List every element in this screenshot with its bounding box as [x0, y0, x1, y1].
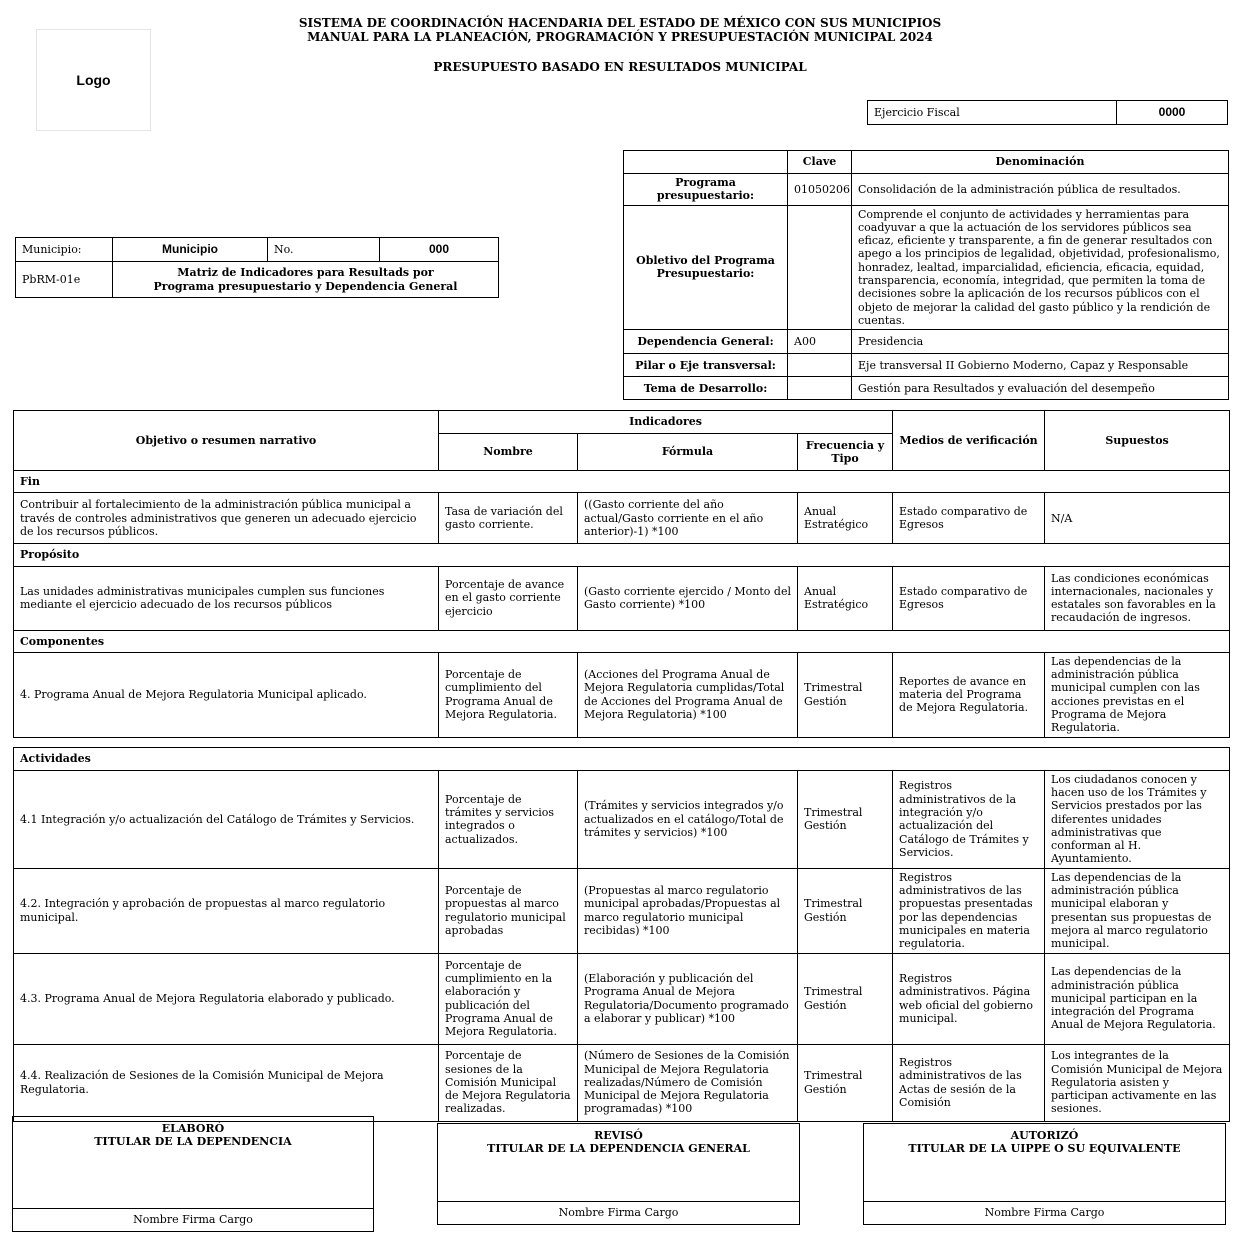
- table-row: [14, 1044, 1230, 1121]
- cell-frecuencia: Trimestral Gestión: [798, 1044, 893, 1121]
- header-medios: Medios de verificación: [893, 411, 1045, 471]
- signature-role: ELABORÓ: [161, 1122, 225, 1135]
- header-objetivo: Objetivo o resumen narrativo: [14, 411, 439, 471]
- header-indicadores: Indicadores: [439, 411, 893, 434]
- table-row: [14, 770, 1230, 868]
- program-row-clave: [788, 354, 852, 377]
- cell-supuestos: Las condiciones económicas internacionales, nacionales y estatales son favorables en la recaudación de ingresos.: [1045, 566, 1230, 630]
- header-supuestos: Supuestos: [1045, 411, 1230, 471]
- program-row-label: Dependencia General:: [624, 330, 788, 354]
- no-label: No.: [268, 238, 380, 262]
- form-title-line-1: Matriz de Indicadores para Resultads por: [177, 266, 434, 280]
- cell-objetivo: 4.1 Integración y/o actualización del Catálogo de Trámites y Servicios.: [14, 770, 439, 868]
- ejercicio-fiscal-table: [867, 100, 1228, 125]
- signature-footer: Nombre Firma Cargo: [864, 1201, 1225, 1224]
- cell-nombre: Porcentaje de trámites y servicios integrados o actualizados.: [439, 770, 578, 868]
- cell-supuestos: Las dependencias de la administración pública municipal elaboran y presentan sus propuestas de mejora al marco regulatorio municipal.: [1045, 868, 1230, 953]
- signature-box-elaboro: [12, 1116, 374, 1232]
- municipio-label: Municipio:: [16, 238, 113, 262]
- municipio-value: Municipio: [113, 238, 268, 262]
- program-row-clave: 01050206: [788, 174, 852, 206]
- cell-formula: (Número de Sesiones de la Comisión Municipal de Mejora Regulatoria realizadas/Número de Comisión Municipal de Mejora Regulatoria programadas) *100: [578, 1044, 798, 1121]
- program-table: [623, 150, 1229, 400]
- cell-objetivo: 4.3. Programa Anual de Mejora Regulatoria elaborado y publicado.: [14, 953, 439, 1044]
- table-row: [14, 868, 1230, 953]
- cell-frecuencia: Anual Estratégico: [798, 566, 893, 630]
- signature-box-reviso: [437, 1123, 800, 1225]
- program-row-denominacion: Comprende el conjunto de actividades y herramientas para coadyuvar a que la actuación de los servidores públicos sea eficaz, eficiente y transparente, a fin de generar resultados con apego a los principios de legalidad, objetividad, profesionalismo, honradez, lealtad, imparcialidad, eficiencia, eficacia, equidad, transparencia, economía, integridad, que permiten la toma de decisiones sobre la aplicación de los recursos públicos con el objeto de mejorar la calidad del gasto público y la rendición de cuentas.: [852, 205, 1229, 330]
- cell-medios: Registros administrativos de las Actas de sesión de la Comisión: [893, 1044, 1045, 1121]
- table-row: [14, 493, 1230, 544]
- cell-frecuencia: Trimestral Gestión: [798, 868, 893, 953]
- cell-objetivo: 4.4. Realización de Sesiones de la Comisión Municipal de Mejora Regulatoria.: [14, 1044, 439, 1121]
- cell-objetivo: 4. Programa Anual de Mejora Regulatoria Municipal aplicado.: [14, 652, 439, 737]
- program-row-label: Pilar o Eje transversal:: [624, 354, 788, 377]
- ejercicio-fiscal-value: 0000: [1117, 101, 1228, 125]
- table-row: [14, 566, 1230, 630]
- program-row-clave: A00: [788, 330, 852, 354]
- form-title: [113, 262, 499, 298]
- no-value: 000: [380, 238, 499, 262]
- cell-objetivo: Las unidades administrativas municipales cumplen sus funciones mediante el ejercicio adecuado de los recursos públicos: [14, 566, 439, 630]
- cell-formula: (Trámites y servicios integrados y/o actualizados en el catálogo/Total de trámites y servicios) *100: [578, 770, 798, 868]
- cell-supuestos: Las dependencias de la administración pública municipal cumplen con las acciones previstas en el Programa de Mejora Regulatoria.: [1045, 652, 1230, 737]
- header-line-1: SISTEMA DE COORDINACIÓN HACENDARIA DEL ESTADO DE MÉXICO CON SUS MUNICIPIOS: [298, 16, 942, 30]
- indicator-matrix-table: [13, 410, 1230, 1122]
- cell-nombre: Porcentaje de propuestas al marco regulatorio municipal aprobadas: [439, 868, 578, 953]
- cell-formula: (Acciones del Programa Anual de Mejora Regulatoria cumplidas/Total de Acciones del Programa Anual de Mejora Regulatoria) *100: [578, 652, 798, 737]
- header-nombre: Nombre: [439, 434, 578, 471]
- form-code: PbRM-01e: [16, 262, 113, 298]
- cell-frecuencia: Trimestral Gestión: [798, 953, 893, 1044]
- cell-nombre: Porcentaje de cumplimiento en la elaboración y publicación del Programa Anual de Mejora Regulatoria.: [439, 953, 578, 1044]
- cell-nombre: Tasa de variación del gasto corriente.: [439, 493, 578, 544]
- cell-nombre: Porcentaje de sesiones de la Comisión Municipal de Mejora Regulatoria realizadas.: [439, 1044, 578, 1121]
- cell-supuestos: Los ciudadanos conocen y hacen uso de los Trámites y Servicios prestados por las diferentes unidades administrativas que conforman al H. Ayuntamiento.: [1045, 770, 1230, 868]
- header-subtitle: PRESUPUESTO BASADO EN RESULTADOS MUNICIPAL: [433, 60, 807, 74]
- signature-footer: Nombre Firma Cargo: [438, 1201, 799, 1224]
- cell-medios: Estado comparativo de Egresos: [893, 566, 1045, 630]
- program-row-label: Obletivo del Programa Presupuestario:: [624, 205, 788, 330]
- logo-text: Logo: [76, 72, 111, 88]
- cell-medios: Registros administrativos de la integración y/o actualización del Catálogo de Trámites y Servicios.: [893, 770, 1045, 868]
- section-proposito: Propósito: [14, 544, 1230, 566]
- header-formula: Fórmula: [578, 434, 798, 471]
- table-row: [14, 953, 1230, 1044]
- cell-medios: Reportes de avance en materia del Programa de Mejora Regulatoria.: [893, 652, 1045, 737]
- signature-box-autorizo: [863, 1123, 1226, 1225]
- cell-medios: Registros administrativos. Página web oficial del gobierno municipal.: [893, 953, 1045, 1044]
- cell-medios: Estado comparativo de Egresos: [893, 493, 1045, 544]
- program-header-blank: [624, 151, 788, 174]
- program-row-denominacion: Gestión para Resultados y evaluación del desempeño: [852, 377, 1229, 400]
- cell-medios: Registros administrativos de las propuestas presentadas por las dependencias municipales en materia regulatoria.: [893, 868, 1045, 953]
- cell-objetivo: 4.2. Integración y aprobación de propuestas al marco regulatorio municipal.: [14, 868, 439, 953]
- col-denominacion: Denominación: [852, 151, 1229, 174]
- logo: [36, 29, 151, 131]
- ejercicio-fiscal-label: Ejercicio Fiscal: [868, 101, 1117, 125]
- cell-supuestos: Los integrantes de la Comisión Municipal de Mejora Regulatoria asisten y participan activamente en las sesiones.: [1045, 1044, 1230, 1121]
- signature-title: TITULAR DE LA UIPPE O SU EQUIVALENTE: [908, 1142, 1181, 1155]
- header-line-2: MANUAL PARA LA PLANEACIÓN, PROGRAMACIÓN Y PRESUPUESTACIÓN MUNICIPAL 2024: [307, 30, 933, 44]
- program-row-label: Programa presupuestario:: [624, 174, 788, 206]
- cell-supuestos: N/A: [1045, 493, 1230, 544]
- municipio-table: [15, 237, 499, 298]
- cell-formula: (Propuestas al marco regulatorio municipal aprobadas/Propuestas al marco regulatorio municipal recibidas) *100: [578, 868, 798, 953]
- program-row-denominacion: Consolidación de la administración pública de resultados.: [852, 174, 1229, 206]
- cell-nombre: Porcentaje de avance en el gasto corriente ejercicio: [439, 566, 578, 630]
- cell-formula: ((Gasto corriente del año actual/Gasto corriente en el año anterior)-1) *100: [578, 493, 798, 544]
- signature-role: REVISÓ: [594, 1129, 643, 1142]
- signature-role: AUTORIZÓ: [1010, 1129, 1079, 1142]
- signature-footer: Nombre Firma Cargo: [13, 1208, 373, 1231]
- program-row-clave: [788, 377, 852, 400]
- signature-title: TITULAR DE LA DEPENDENCIA GENERAL: [487, 1142, 750, 1155]
- cell-supuestos: Las dependencias de la administración pública municipal participan en la integración del Programa Anual de Mejora Regulatoria.: [1045, 953, 1230, 1044]
- cell-frecuencia: Anual Estratégico: [798, 493, 893, 544]
- program-row-denominacion: Eje transversal II Gobierno Moderno, Capaz y Responsable: [852, 354, 1229, 377]
- cell-formula: (Elaboración y publicación del Programa Anual de Mejora Regulatoria/Documento programado a elaborar y publicar) *100: [578, 953, 798, 1044]
- col-clave: Clave: [788, 151, 852, 174]
- cell-nombre: Porcentaje de cumplimiento del Programa Anual de Mejora Regulatoria.: [439, 652, 578, 737]
- section-fin: Fin: [14, 471, 1230, 493]
- table-row: [14, 652, 1230, 737]
- section-componentes: Componentes: [14, 630, 1230, 652]
- form-title-line-2: Programa presupuestario y Dependencia General: [153, 279, 458, 293]
- cell-frecuencia: Trimestral Gestión: [798, 652, 893, 737]
- cell-objetivo: Contribuir al fortalecimiento de la administración pública municipal a través de controles administrativos que generen un adecuado ejercicio de los recursos públicos.: [14, 493, 439, 544]
- cell-formula: (Gasto corriente ejercido / Monto del Gasto corriente) *100: [578, 566, 798, 630]
- signature-title: TITULAR DE LA DEPENDENCIA: [94, 1135, 292, 1148]
- program-row-clave: [788, 205, 852, 330]
- spacer-row: [14, 737, 1230, 747]
- cell-frecuencia: Trimestral Gestión: [798, 770, 893, 868]
- program-row-label: Tema de Desarrollo:: [624, 377, 788, 400]
- program-row-denominacion: Presidencia: [852, 330, 1229, 354]
- section-actividades: Actividades: [14, 747, 1230, 770]
- header-frecuencia: Frecuencia y Tipo: [798, 434, 893, 471]
